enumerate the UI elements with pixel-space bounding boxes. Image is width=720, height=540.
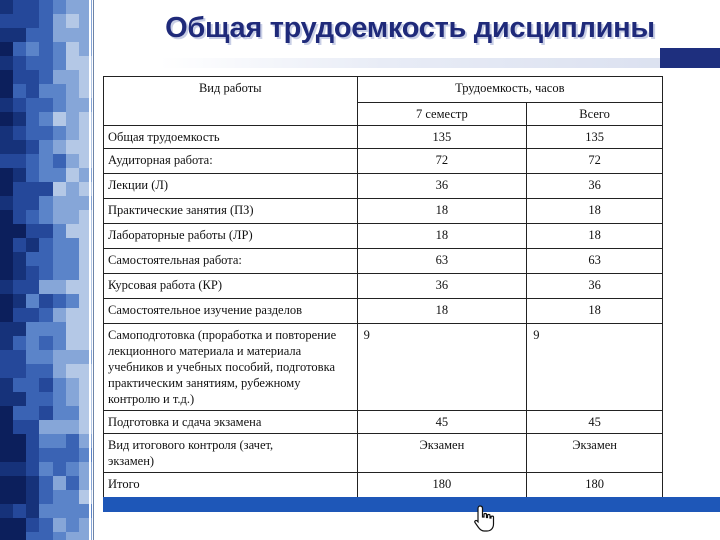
mosaic-tile (0, 392, 13, 406)
mosaic-tile (0, 266, 13, 280)
mosaic-tile (39, 224, 52, 238)
mosaic-tile (39, 448, 52, 462)
mosaic-tile (53, 504, 66, 518)
mosaic-tile (66, 378, 79, 392)
table-row (104, 274, 663, 299)
mosaic-tile (39, 70, 52, 84)
mosaic-tile (26, 182, 39, 196)
table-row (104, 434, 663, 473)
mosaic-tile (66, 392, 79, 406)
mosaic-tile (0, 70, 13, 84)
mosaic-tile (39, 252, 52, 266)
row-total-value: 18 (527, 224, 663, 249)
mosaic-tile (66, 56, 79, 70)
mosaic-tile (26, 462, 39, 476)
mosaic-tile (0, 140, 13, 154)
mosaic-tile (39, 84, 52, 98)
mosaic-tile (66, 308, 79, 322)
row-semester-value: 36 (357, 174, 527, 199)
mosaic-tile (13, 364, 26, 378)
mosaic-tile (13, 308, 26, 322)
mosaic-tile (0, 364, 13, 378)
mosaic-tile (0, 420, 13, 434)
table-row (104, 174, 663, 199)
mosaic-tile (13, 140, 26, 154)
mosaic-tile (26, 238, 39, 252)
mosaic-tile (26, 336, 39, 350)
mosaic-tile (66, 406, 79, 420)
mosaic-tile (66, 280, 79, 294)
mosaic-tile (39, 238, 52, 252)
mosaic-tile (0, 308, 13, 322)
mosaic-tile (13, 0, 26, 14)
mosaic-tile (26, 294, 39, 308)
mosaic-tile (66, 210, 79, 224)
row-label: Вид итогового контроля (зачет, экзамен) (104, 434, 358, 473)
mosaic-tile (66, 322, 79, 336)
mosaic-tile (53, 154, 66, 168)
mosaic-tile (0, 126, 13, 140)
mosaic-tile (39, 476, 52, 490)
row-label: Аудиторная работа: (104, 149, 358, 174)
mosaic-tile (13, 532, 26, 540)
mosaic-tile (13, 294, 26, 308)
mosaic-tile (39, 196, 52, 210)
slide-title: Общая трудоемкость дисциплины (165, 12, 655, 44)
row-semester-value: 36 (357, 274, 527, 299)
mosaic-tile (26, 98, 39, 112)
mosaic-tile (53, 224, 66, 238)
row-semester-value: Экзамен (357, 434, 527, 473)
row-total-value: 18 (527, 299, 663, 324)
mosaic-tile (66, 532, 79, 540)
mosaic-tile (0, 350, 13, 364)
mosaic-tile (13, 154, 26, 168)
mosaic-tile (66, 14, 79, 28)
mosaic-tile (66, 350, 79, 364)
mosaic-tile (26, 154, 39, 168)
mosaic-tile (0, 112, 13, 126)
mosaic-tile (66, 336, 79, 350)
mosaic-tile (13, 462, 26, 476)
mosaic-tile (0, 518, 13, 532)
mosaic-tile (66, 168, 79, 182)
row-semester-value: 18 (357, 224, 527, 249)
mosaic-tile (26, 406, 39, 420)
mosaic-tile (0, 182, 13, 196)
mosaic-tile (13, 280, 26, 294)
title-decoration-block (660, 48, 720, 68)
mosaic-tile (53, 476, 66, 490)
mosaic-tile (66, 70, 79, 84)
mosaic-tile (0, 42, 13, 56)
row-semester-value: 18 (357, 199, 527, 224)
mosaic-tile (0, 210, 13, 224)
table-row (104, 473, 663, 498)
mosaic-tile (53, 70, 66, 84)
table-row (104, 199, 663, 224)
mosaic-tile (53, 182, 66, 196)
mosaic-tile (0, 336, 13, 350)
mosaic-tile (13, 224, 26, 238)
mosaic-tile (53, 140, 66, 154)
mosaic-tile (13, 196, 26, 210)
mosaic-tile (26, 448, 39, 462)
row-total-value: Экзамен (527, 434, 663, 473)
mosaic-tile (66, 42, 79, 56)
mosaic-tile (53, 364, 66, 378)
mosaic-tile (26, 168, 39, 182)
mosaic-tile (26, 378, 39, 392)
mosaic-tile (39, 336, 52, 350)
mosaic-tile (13, 168, 26, 182)
mosaic-tile (0, 196, 13, 210)
mosaic-tile (66, 84, 79, 98)
mosaic-tile (53, 28, 66, 42)
mosaic-tile (39, 504, 52, 518)
mosaic-tile (13, 252, 26, 266)
row-label: Самостоятельная работа: (104, 249, 358, 274)
table-row (104, 324, 663, 411)
mosaic-tile (13, 392, 26, 406)
mosaic-tile (0, 448, 13, 462)
mosaic-tile (39, 434, 52, 448)
mosaic-tile (66, 224, 79, 238)
workload-table (103, 76, 663, 498)
mosaic-tile (13, 434, 26, 448)
table-row (104, 224, 663, 249)
mosaic-tile (53, 168, 66, 182)
mosaic-tile (26, 280, 39, 294)
row-label: Самостоятельное изучение разделов (104, 299, 358, 324)
header-total: Всего (527, 103, 663, 126)
mosaic-tile (26, 490, 39, 504)
mosaic-tile (66, 154, 79, 168)
mosaic-tile (39, 112, 52, 126)
mosaic-tile (13, 42, 26, 56)
mosaic-tile (39, 294, 52, 308)
mosaic-tile (66, 518, 79, 532)
mosaic-tile (53, 280, 66, 294)
mosaic-tile (53, 112, 66, 126)
header-work-type: Вид работы (104, 77, 358, 126)
mosaic-tile (0, 56, 13, 70)
mosaic-tile (66, 420, 79, 434)
row-total-value: 36 (527, 274, 663, 299)
mosaic-tile (53, 434, 66, 448)
mosaic-tile (0, 14, 13, 28)
mosaic-tile (66, 112, 79, 126)
row-total-value: 18 (527, 199, 663, 224)
row-label: Итого (104, 473, 358, 498)
mosaic-tile (53, 14, 66, 28)
mosaic-tile (39, 168, 52, 182)
row-semester-value: 180 (357, 473, 527, 498)
mosaic-tile (26, 252, 39, 266)
mosaic-tile (26, 196, 39, 210)
row-semester-value: 45 (357, 411, 527, 434)
mosaic-tile (39, 308, 52, 322)
mosaic-tile (53, 252, 66, 266)
mosaic-tile (13, 322, 26, 336)
mosaic-tile (39, 126, 52, 140)
mosaic-tile (0, 0, 13, 14)
mosaic-tile (39, 392, 52, 406)
mosaic-tile (66, 490, 79, 504)
mosaic-tile (53, 532, 66, 540)
title-decoration (100, 48, 720, 70)
mosaic-tile (26, 140, 39, 154)
mosaic-tile (66, 476, 79, 490)
mosaic-tile (66, 266, 79, 280)
row-label: Лекции (Л) (104, 174, 358, 199)
table-row (104, 149, 663, 174)
row-label: Лабораторные работы (ЛР) (104, 224, 358, 249)
mosaic-tile (53, 210, 66, 224)
mosaic-tile (0, 98, 13, 112)
mosaic-tile (0, 294, 13, 308)
mosaic-tile (0, 224, 13, 238)
mosaic-tile (39, 406, 52, 420)
mosaic-tile (26, 308, 39, 322)
mosaic-tile (39, 364, 52, 378)
mosaic-tile (66, 252, 79, 266)
mosaic-tile (39, 518, 52, 532)
mosaic-tile (13, 70, 26, 84)
mosaic-tile (53, 378, 66, 392)
mosaic-tile (0, 462, 13, 476)
row-total-value: 135 (527, 126, 663, 149)
row-semester-value: 63 (357, 249, 527, 274)
mosaic-tile (53, 238, 66, 252)
mosaic-tile (39, 378, 52, 392)
mosaic-tile (13, 112, 26, 126)
mosaic-tile (13, 420, 26, 434)
mosaic-tile (39, 210, 52, 224)
table-row (104, 249, 663, 274)
mosaic-tile (13, 504, 26, 518)
mosaic-tile (53, 406, 66, 420)
mosaic-tile (53, 84, 66, 98)
mosaic-divider (89, 0, 91, 540)
mosaic-tile (66, 196, 79, 210)
row-semester-value: 72 (357, 149, 527, 174)
mosaic-tile (0, 532, 13, 540)
mosaic-tile (26, 112, 39, 126)
mosaic-tile (53, 308, 66, 322)
mosaic-tile (53, 322, 66, 336)
mosaic-tile (39, 490, 52, 504)
mosaic-tile (39, 0, 52, 14)
mosaic-tile (0, 504, 13, 518)
mosaic-tile (26, 532, 39, 540)
mosaic-tile (66, 98, 79, 112)
mosaic-tile (26, 84, 39, 98)
mosaic-tile (66, 238, 79, 252)
mosaic-tile (39, 28, 52, 42)
row-label: Подготовка и сдача экзамена (104, 411, 358, 434)
mosaic-tile (26, 56, 39, 70)
mosaic-tile (0, 322, 13, 336)
table-row (104, 299, 663, 324)
mosaic-tile (66, 0, 79, 14)
table-header-row (104, 77, 663, 103)
mosaic-tile (66, 448, 79, 462)
mosaic-tile (0, 280, 13, 294)
mosaic-tile (13, 378, 26, 392)
mosaic-tile (39, 266, 52, 280)
mosaic-tile (13, 476, 26, 490)
mosaic-tile (13, 490, 26, 504)
mosaic-tile (0, 490, 13, 504)
mosaic-tile (26, 224, 39, 238)
mosaic-tile (53, 490, 66, 504)
mosaic-tile (66, 294, 79, 308)
mosaic-tile (26, 126, 39, 140)
table-row (104, 411, 663, 434)
mosaic-tile (53, 98, 66, 112)
mosaic-tile (26, 70, 39, 84)
mosaic-tile (13, 14, 26, 28)
mosaic-tile (53, 126, 66, 140)
mosaic-tile (26, 266, 39, 280)
mosaic-tile (39, 532, 52, 540)
mosaic-tile (0, 476, 13, 490)
mosaic-tile (53, 196, 66, 210)
mosaic-tile (53, 56, 66, 70)
row-total-value: 72 (527, 149, 663, 174)
mosaic-tile (0, 154, 13, 168)
mosaic-tile (39, 140, 52, 154)
mosaic-tile (26, 210, 39, 224)
mosaic-tile (0, 378, 13, 392)
mosaic-tile (66, 140, 79, 154)
mosaic-tile (39, 154, 52, 168)
row-label: Общая трудоемкость (104, 126, 358, 149)
mosaic-tile (13, 350, 26, 364)
mosaic-tile (0, 28, 13, 42)
mosaic-tile (26, 434, 39, 448)
mosaic-tile (13, 518, 26, 532)
mosaic-tile (53, 420, 66, 434)
row-total-value: 63 (527, 249, 663, 274)
mosaic-tile (26, 476, 39, 490)
mosaic-tile (26, 28, 39, 42)
mosaic-tile (39, 98, 52, 112)
mosaic-tile (39, 14, 52, 28)
row-semester-value: 135 (357, 126, 527, 149)
mosaic-tile (0, 238, 13, 252)
row-label: Самоподготовка (проработка и повторение лекционного материала и материала учебников и учебных пособий, подготовка практическим занятиям, рубежному контролю и т.д.) (104, 324, 358, 411)
row-label: Курсовая работа (КР) (104, 274, 358, 299)
mosaic-tile (53, 0, 66, 14)
header-hours: Трудоемкость, часов (357, 77, 662, 103)
mosaic-tile (66, 182, 79, 196)
mosaic-tile (13, 210, 26, 224)
header-semester: 7 семестр (357, 103, 527, 126)
mosaic-tile (26, 420, 39, 434)
mosaic-tile (53, 448, 66, 462)
mosaic-tile (66, 28, 79, 42)
mosaic-tile (26, 504, 39, 518)
mosaic-tile (53, 518, 66, 532)
mosaic-tile (0, 406, 13, 420)
mosaic-tile (53, 350, 66, 364)
mosaic-tile (0, 252, 13, 266)
mosaic-tile (13, 126, 26, 140)
mosaic-tile (39, 42, 52, 56)
decorative-mosaic-panel (0, 0, 92, 540)
mosaic-tile (0, 84, 13, 98)
mosaic-tile (13, 98, 26, 112)
row-semester-value: 9 (357, 324, 527, 411)
mosaic-tile (53, 42, 66, 56)
mosaic-tile (13, 28, 26, 42)
mosaic-tile (0, 168, 13, 182)
mosaic-tile (26, 350, 39, 364)
mosaic-tile (53, 266, 66, 280)
mosaic-tile (39, 182, 52, 196)
hand-pointer-icon (472, 504, 498, 534)
mosaic-tile (39, 420, 52, 434)
mosaic-tile (66, 126, 79, 140)
mosaic-tile (39, 462, 52, 476)
mosaic-tile (26, 0, 39, 14)
mosaic-tile (26, 518, 39, 532)
bottom-accent-bar (103, 497, 720, 512)
mosaic-tile (53, 462, 66, 476)
mosaic-tile (26, 42, 39, 56)
row-semester-value: 18 (357, 299, 527, 324)
row-total-value: 36 (527, 174, 663, 199)
mosaic-tile (39, 280, 52, 294)
mosaic-tile (13, 266, 26, 280)
mosaic-tile (13, 448, 26, 462)
mosaic-tile (39, 322, 52, 336)
mosaic-tile (66, 462, 79, 476)
row-total-value: 9 (527, 324, 663, 411)
mosaic-tile (13, 182, 26, 196)
mosaic-tile (26, 322, 39, 336)
table-row (104, 126, 663, 149)
mosaic-tile (26, 14, 39, 28)
mosaic-tile (13, 238, 26, 252)
mosaic-tile (66, 364, 79, 378)
mosaic-tile (39, 56, 52, 70)
mosaic-tile (13, 56, 26, 70)
mosaic-tile (39, 350, 52, 364)
mosaic-tile (13, 406, 26, 420)
mosaic-tile (13, 336, 26, 350)
mosaic-divider-thin (93, 0, 94, 540)
row-total-value: 45 (527, 411, 663, 434)
mosaic-tile (53, 294, 66, 308)
mosaic-tile (26, 392, 39, 406)
mosaic-tile (66, 434, 79, 448)
title-decoration-band (160, 58, 720, 68)
row-label: Практические занятия (ПЗ) (104, 199, 358, 224)
mosaic-tile (53, 392, 66, 406)
mosaic-tile (26, 364, 39, 378)
mosaic-tile (53, 336, 66, 350)
row-total-value: 180 (527, 473, 663, 498)
mosaic-tile (13, 84, 26, 98)
mosaic-tile (66, 504, 79, 518)
mosaic-tile (0, 434, 13, 448)
